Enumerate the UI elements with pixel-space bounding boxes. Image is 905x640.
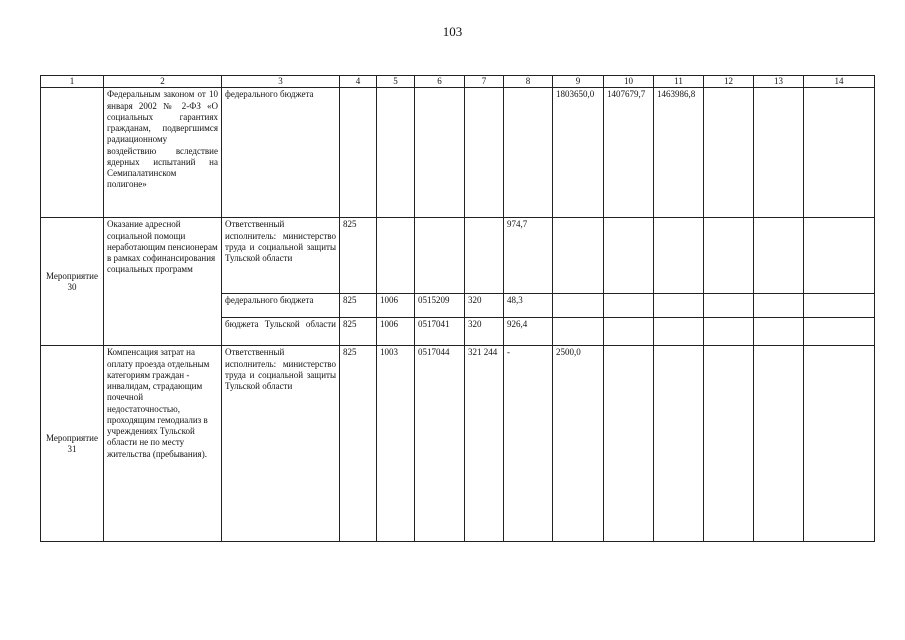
value-cell: 974,7 [504, 218, 553, 294]
column-header: 14 [804, 76, 875, 88]
value-cell: 320 [465, 294, 504, 318]
value-cell: 0515209 [415, 294, 465, 318]
measure-label-cell [41, 88, 104, 218]
column-header: 9 [553, 76, 604, 88]
measure-label-cell: Мероприятие 31 [41, 346, 104, 542]
column-header: 11 [654, 76, 704, 88]
value-cell: 48,3 [504, 294, 553, 318]
value-cell: 1803650,0 [553, 88, 604, 218]
value-cell: 320 [465, 318, 504, 346]
measure-label-cell: Мероприятие 30 [41, 218, 104, 346]
table-row [41, 218, 875, 294]
value-cell: 926,4 [504, 318, 553, 346]
value-cell [465, 218, 504, 294]
column-header: 2 [104, 76, 222, 88]
value-cell [377, 218, 415, 294]
value-cell: 1006 [377, 294, 415, 318]
value-cell: 2500,0 [553, 346, 604, 542]
value-cell: 321 244 [465, 346, 504, 542]
value-cell [415, 218, 465, 294]
funding-source-cell: бюджета Тульской области [222, 318, 340, 346]
value-cell: 1463986,8 [654, 88, 704, 218]
description-cell: Компенсация затрат на оплату проезда отдельным категориям граждан - инвалидам, страдающим почечной недостаточностью, проходящим гемодиализ в учреждениях Тульской области не по месту жительства (пребывания). [104, 346, 222, 542]
value-cell: 1407679,7 [604, 88, 654, 218]
column-header: 7 [465, 76, 504, 88]
column-header: 12 [704, 76, 754, 88]
column-header: 1 [41, 76, 104, 88]
value-cell: 825 [340, 218, 377, 294]
funding-source-cell: федерального бюджета [222, 294, 340, 318]
value-cell: 0517044 [415, 346, 465, 542]
value-cell: 1006 [377, 318, 415, 346]
column-header: 5 [377, 76, 415, 88]
column-header: 8 [504, 76, 553, 88]
column-header: 4 [340, 76, 377, 88]
value-cell: 1003 [377, 346, 415, 542]
funding-source-cell: федерального бюджета [222, 88, 340, 218]
column-header: 6 [415, 76, 465, 88]
value-cell: 825 [340, 318, 377, 346]
table-row [41, 346, 875, 542]
value-cell: - [504, 346, 553, 542]
table-row [41, 88, 875, 218]
funding-source-cell: Ответственный исполнитель: министерство труда и социальной защиты Тульской области [222, 346, 340, 542]
value-cell: 0517041 [415, 318, 465, 346]
page-number: 103 [442, 24, 463, 39]
value-cell: 825 [340, 294, 377, 318]
column-number-row [41, 76, 875, 88]
description-cell: Федеральным законом от 10 января 2002 № 2-ФЗ «О социальных гарантиях гражданам, подвергшимся радиационному воздействию вследствие ядерных испытаний на Семипалатинском полигоне» [104, 88, 222, 218]
column-header: 13 [754, 76, 804, 88]
budget-table [40, 75, 875, 542]
column-header: 3 [222, 76, 340, 88]
funding-source-cell: Ответственный исполнитель: министерство труда и социальной защиты Тульской области [222, 218, 340, 294]
column-header: 10 [604, 76, 654, 88]
value-cell: 825 [340, 346, 377, 542]
description-cell: Оказание адресной социальной помощи неработающим пенсионерам в рамках софинансирования социальных программ [104, 218, 222, 346]
